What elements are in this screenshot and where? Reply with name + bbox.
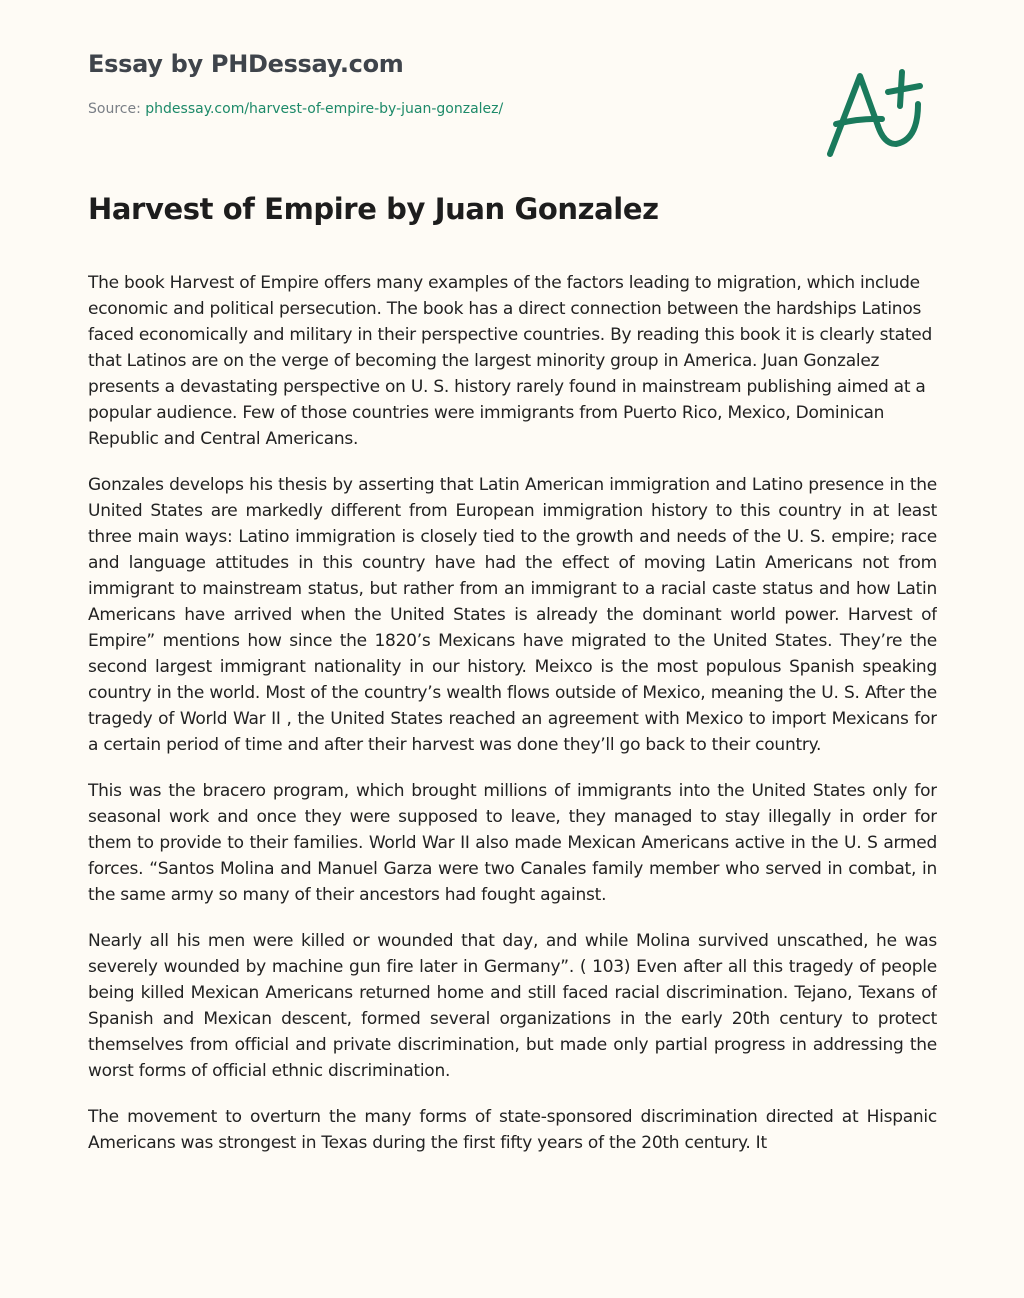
source-link[interactable]: phdessay.com/harvest-of-empire-by-juan-gonzalez/ (145, 101, 504, 117)
essay-body (88, 270, 937, 1252)
essay-title: Harvest of Empire by Juan Gonzalez (88, 192, 659, 226)
a-plus-logo-icon (820, 64, 930, 164)
paragraph: The movement to overturn the many forms of state-sponsored discrimination directed at Hispanic Americans was strongest in Texas during the first fifty years of the 20th century. It (88, 1107, 937, 1153)
source-line (88, 101, 503, 117)
site-title: Essay by PHDessay.com (88, 50, 404, 78)
paragraph: The book Harvest of Empire offers many examples of the factors leading to migration, which include economic and political persecution. The book has a direct connection between the hardships Latinos faced economically and military in their perspective countries. By reading this book it is clearly stated that Latinos are on the verge of becoming the largest minority group in America. Juan Gonzalez presents a devastating perspective on U. S. history rarely found in mainstream publishing aimed at a popular audience. Few of those countries were immigrants from Puerto Rico, Mexico, Dominican Republic and Central Americans. (88, 273, 932, 449)
paragraph: Gonzales develops his thesis by asserting that Latin American immigration and Latino presence in the United States are markedly different from European immigration history to this country in at least three main ways: Latino immigration is closely tied to the growth and needs of the U. S. empire; race and language attitudes in this country have had the effect of moving Latin Americans not from immigrant to mainstream status, but rather from an immigrant to a racial caste status and how Latin Americans have arrived when the United States is already the dominant world power. Harvest of Empire” mentions how since the 1820’s Mexicans have migrated to the United States. They’re the second largest immigrant nationality in our history. Meixco is the most populous Spanish speaking country in the world. Most of the country’s wealth flows outside of Mexico, meaning the U. S. After the tragedy of World War II , the United States reached an agreement with Mexico to import Mexicans for a certain period of time and after their harvest was done they’ll go back to their country. (88, 475, 937, 755)
paragraph: This was the bracero program, which brought millions of immigrants into the United States only for seasonal work and once they were supposed to leave, they managed to stay illegally in order for them to provide to their families. World War II also made Mexican Americans active in the U. S armed forces. “Santos Molina and Manuel Garza were two Canales family member who served in combat, in the same army so many of their ancestors had fought against. (88, 781, 937, 905)
source-label: Source: (88, 101, 141, 117)
paragraph: Nearly all his men were killed or wounded that day, and while Molina survived unscathed, he was severely wounded by machine gun fire later in Germany”. ( 103) Even after all this tragedy of people being killed Mexican Americans returned home and still faced racial discrimination. Tejano, Texans of Spanish and Mexican descent, formed several organizations in the early 20th century to protect themselves from official and private discrimination, but made only partial progress in addressing the worst forms of official ethnic discrimination. (88, 931, 937, 1081)
